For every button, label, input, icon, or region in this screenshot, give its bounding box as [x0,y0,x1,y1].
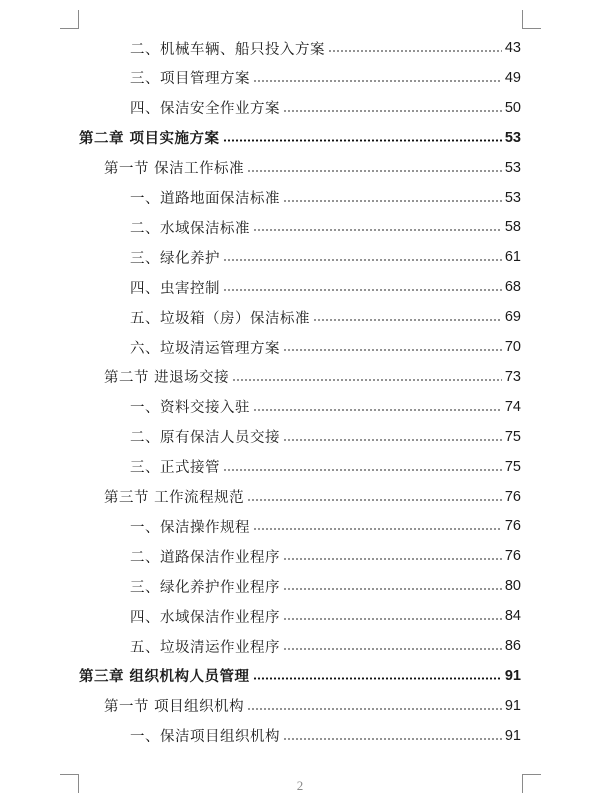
toc-page-number: 91 [504,667,521,684]
toc-dot-leader [247,170,502,172]
toc-page-number: 91 [504,727,521,744]
toc-dot-leader [283,588,502,590]
toc-page-number: 75 [504,458,521,475]
toc-page-number: 50 [504,99,521,116]
toc-entry-title: 四、虫害控制 [130,280,220,297]
toc-entry-title: 第一节 保洁工作标准 [104,161,245,178]
toc-dot-leader [283,558,502,560]
toc-entry-title: 三、正式接管 [130,460,220,477]
corner-mark-top-left [60,10,79,29]
toc-dot-leader [283,110,502,112]
toc-entry-title: 三、绿化养护 [130,250,220,267]
toc-dot-leader [247,708,502,710]
toc-entry-title: 一、保洁项目组织机构 [130,729,280,746]
toc-dot-leader [328,50,502,52]
toc-entry-title: 五、垃圾箱（房）保洁标准 [130,310,310,327]
toc-page-number: 91 [504,697,521,714]
toc-page-number: 53 [504,189,521,206]
toc-entry-title: 第一节 项目组织机构 [104,699,245,716]
toc-dot-leader [283,738,502,740]
toc-page-number: 86 [504,638,521,654]
toc-dot-leader [283,200,502,202]
toc-item-entry[interactable] [130,422,521,452]
toc-item-entry[interactable] [130,721,521,751]
toc-page-number: 73 [504,368,521,385]
toc-page-number: 53 [504,159,521,176]
toc-item-entry[interactable] [130,571,521,601]
toc-entry-title: 四、保洁安全作业方案 [130,101,280,118]
toc-dot-leader [253,229,502,231]
toc-section-entry[interactable] [104,362,521,392]
toc-item-entry[interactable] [130,332,521,362]
toc-entry-title: 一、道路地面保洁标准 [130,191,280,207]
toc-page-number: 80 [504,578,521,595]
toc-page-number: 58 [504,219,521,236]
toc-entry-title: 第三节 工作流程规范 [104,490,245,506]
toc-page-number: 68 [504,279,521,296]
toc-entry-title: 第二章 项目实施方案 [79,131,220,148]
toc-dot-leader [283,439,502,441]
toc-item-entry[interactable] [130,302,521,332]
toc-item-entry[interactable] [130,93,521,123]
toc-dot-leader [253,677,502,680]
toc-dot-leader [247,499,502,501]
toc-item-entry[interactable] [130,541,521,571]
toc-entry-title: 二、道路保洁作业程序 [130,549,280,566]
toc-item-entry[interactable] [130,63,521,93]
toc-item-entry[interactable] [130,212,521,242]
toc-entry-title: 二、原有保洁人员交接 [130,430,280,447]
toc-item-entry[interactable] [130,242,521,272]
toc-item-entry[interactable] [130,631,521,661]
toc-dot-leader [223,259,502,261]
toc-entry-title: 第三章 组织机构人员管理 [79,669,250,686]
toc-entry-title: 三、项目管理方案 [130,71,250,88]
toc-item-entry[interactable] [130,452,521,482]
toc-dot-leader [223,469,502,471]
toc-dot-leader [232,379,502,381]
toc-dot-leader [313,319,502,321]
toc-page-number: 61 [504,249,521,266]
toc-entry-title: 四、水域保洁作业程序 [130,609,280,626]
toc-page-number: 43 [504,40,521,56]
toc-entry-title: 三、绿化养护作业程序 [130,579,280,596]
toc-page-number: 70 [504,339,521,355]
toc-section-entry[interactable] [104,691,521,721]
corner-mark-top-right [522,10,541,29]
toc-item-entry[interactable] [130,272,521,302]
toc-page-number: 74 [504,398,521,415]
toc-entry-title: 第二节 进退场交接 [104,370,230,387]
toc-page-number: 53 [504,129,521,146]
toc-entry-title: 六、垃圾清运管理方案 [130,340,280,357]
toc-entry-title: 一、资料交接入驻 [130,400,250,417]
toc-item-entry[interactable] [130,33,521,63]
toc-page-number: 49 [504,69,521,86]
toc-page-number: 75 [504,428,521,445]
toc-chapter-entry[interactable] [79,661,521,691]
toc-chapter-entry[interactable] [79,123,521,153]
toc-dot-leader [253,80,502,82]
toc-dot-leader [253,528,502,530]
toc-page-number: 76 [504,518,521,535]
toc-item-entry[interactable] [130,511,521,541]
toc-entry-title: 二、水域保洁标准 [130,220,250,237]
toc-section-entry[interactable] [104,482,521,512]
toc-dot-leader [283,618,502,620]
toc-dot-leader [223,289,502,291]
toc-entry-title: 一、保洁操作规程 [130,519,250,536]
toc-item-entry[interactable] [130,183,521,213]
toc-page-number: 76 [504,488,521,505]
toc-page-number: 84 [504,608,521,625]
toc-entry-title: 五、垃圾清运作业程序 [130,639,280,656]
toc-page-number: 69 [504,309,521,326]
toc-entry-title: 二、机械车辆、船只投入方案 [130,41,325,58]
toc-dot-leader [223,139,502,142]
page-number: 2 [296,778,304,793]
toc-item-entry[interactable] [130,601,521,631]
toc-item-entry[interactable] [130,392,521,422]
toc-section-entry[interactable] [104,153,521,183]
toc-dot-leader [283,349,502,351]
toc-page-number: 76 [504,548,521,565]
toc-dot-leader [253,409,502,411]
toc-dot-leader [283,648,502,650]
